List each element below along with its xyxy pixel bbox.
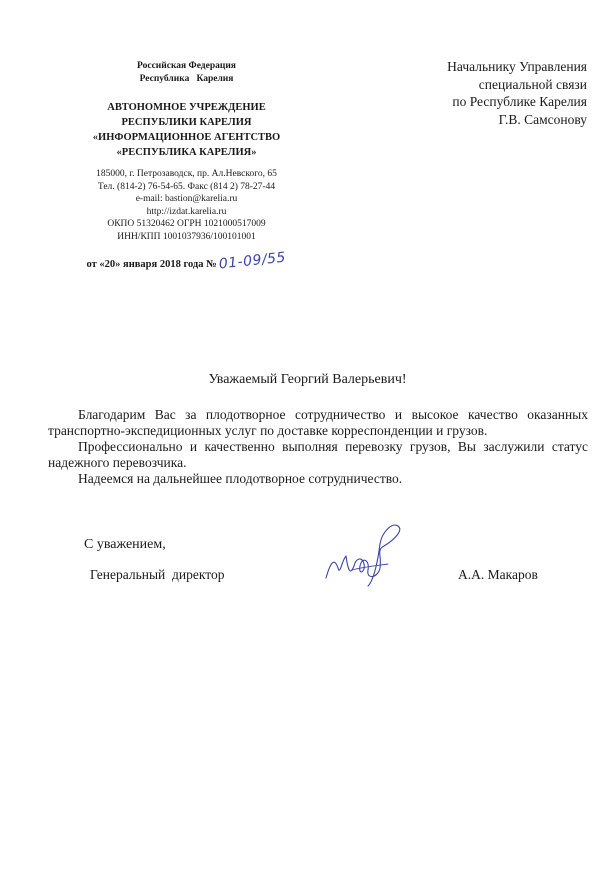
phones: Тел. (814-2) 76-54-65. Факс (814 2) 78-27-44	[97, 181, 276, 192]
org-line-4: «РЕСПУБЛИКА КАРЕЛИЯ»	[116, 147, 257, 158]
letterhead	[64, 60, 309, 271]
date-line	[64, 249, 309, 273]
salutation: Уважаемый Георгий Валерьевич!	[208, 372, 407, 387]
letterhead-republic: Республика Карелия	[139, 74, 234, 84]
website: http://izdat.karelia.ru	[146, 206, 227, 217]
organization-name	[64, 100, 309, 160]
org-line-3: «ИНФОРМАЦИОННОЕ АГЕНТСТВО	[92, 132, 281, 143]
recipient-line-1: Начальнику Управления	[447, 59, 587, 74]
paragraph-2: Профессионально и качественно выполняя перевозку грузов, Вы заслужили статус надежного перевозчика.	[48, 439, 588, 470]
closing: С уважением,	[84, 537, 166, 552]
recipient-line-4: Г.В. Самсонову	[498, 111, 587, 127]
recipient-block	[357, 58, 587, 128]
organization-contacts	[64, 168, 309, 243]
signer-name: А.А. Макаров	[458, 567, 538, 582]
recipient-line-2: специальной связи	[478, 76, 587, 92]
recipient-line-3: по Республике Карелия	[452, 94, 587, 109]
date-text: от «20» января 2018 года №	[86, 259, 217, 270]
okpo-ogrn: ОКПО 51320462 ОГРН 1021000517009	[107, 219, 266, 229]
address: 185000, г. Петрозаводск, пр. Ал.Невского, 65	[96, 169, 277, 179]
letterhead-country: Российская Федерация	[137, 61, 236, 71]
signer-title: Генеральный директор	[90, 567, 225, 582]
inn-kpp: ИНН/КПП 1001037936/100101001	[117, 231, 256, 242]
handwritten-signature	[322, 520, 412, 590]
org-line-1: АВТОНОМНОЕ УЧРЕЖДЕНИЕ	[107, 102, 266, 113]
org-line-2: РЕСПУБЛИКИ КАРЕЛИЯ	[121, 117, 252, 128]
letter-body	[48, 407, 588, 487]
paragraph-3: Надеемся на дальнейшее плодотворное сотрудничество.	[78, 471, 403, 486]
outgoing-number: 01-09/55	[218, 249, 287, 273]
paragraph-1: Благодарим Вас за плодотворное сотрудничество и высокое качество оказанных транспортно-экспедиционных услуг по доставке корреспонденции и грузов.	[48, 407, 588, 438]
email: e-mail: bastion@karelia.ru	[135, 194, 238, 204]
